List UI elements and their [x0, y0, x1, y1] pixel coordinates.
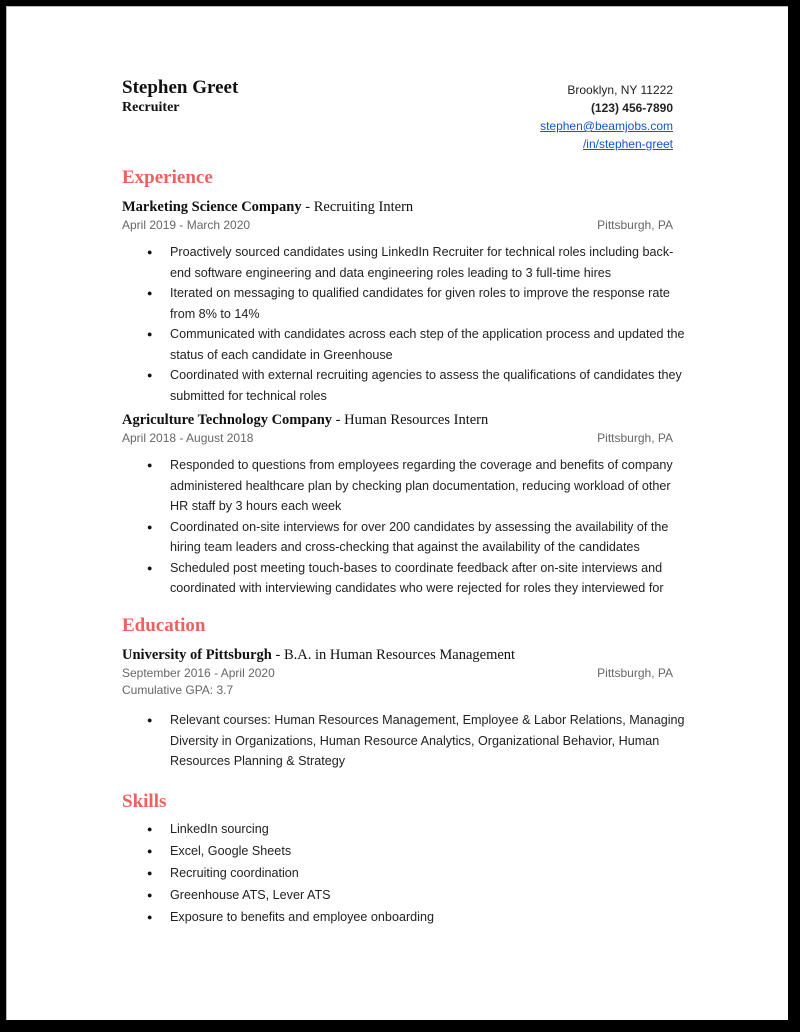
education-gpa: Cumulative GPA: 3.7	[122, 683, 234, 697]
job-title	[122, 198, 673, 217]
bullet-item: ● Coordinated with external recruiting agencies to assess the qualifications of candidates they submitted for technical roles	[122, 365, 690, 406]
experience-job-2	[122, 411, 673, 599]
bullet-item: ● Responded to questions from employees regarding the coverage and benefits of company administered healthcare plan by checking plan documentation, reducing workload of other HR staff by 3 hours each week	[122, 455, 690, 517]
job-meta	[122, 217, 673, 234]
job-bullets	[122, 455, 673, 599]
skill-item: ● Exposure to benefits and employee onboarding	[122, 906, 690, 928]
education-meta	[122, 665, 673, 682]
resume-header	[122, 77, 673, 151]
job-bullets	[122, 242, 685, 406]
job-position: Recruiting Intern	[313, 199, 414, 215]
contact-linkedin-link[interactable]: /in/stephen-greet	[582, 137, 673, 151]
job-separator: -	[332, 412, 345, 428]
job-position: Human Resources Intern	[344, 412, 489, 428]
job-meta	[122, 430, 673, 447]
bullet-item: ● Iterated on messaging to qualified candidates for given roles to improve the response rate from 8% to 14%	[122, 283, 690, 324]
job-company: Marketing Science Company	[122, 199, 302, 215]
job-separator: -	[301, 199, 314, 215]
contact-email-link[interactable]: stephen@beamjobs.com	[540, 119, 673, 133]
skills-list-container	[122, 818, 673, 928]
job-company: Agriculture Technology Company	[122, 412, 333, 428]
education-dates: September 2016 - April 2020	[122, 666, 275, 680]
education-entry	[122, 646, 685, 772]
bullet-item: ● Proactively sourced candidates using LinkedIn Recruiter for technical roles including back-end software engineering and data engineering roles leading to 3 full-time hires	[122, 242, 690, 283]
candidate-role: Recruiter	[122, 100, 180, 115]
resume-page	[6, 6, 788, 1020]
job-dates: April 2019 - March 2020	[122, 218, 251, 232]
contact-phone: (123) 456-7890	[590, 101, 673, 115]
skills-list	[122, 818, 673, 928]
candidate-name: Stephen Greet	[122, 77, 239, 98]
skills-heading: Skills	[122, 791, 167, 812]
experience-job-1	[122, 198, 685, 406]
education-degree: B.A. in Human Resources Management	[283, 647, 516, 663]
job-location: Pittsburgh, PA	[597, 218, 673, 232]
skill-item: ● Greenhouse ATS, Lever ATS	[122, 884, 690, 906]
job-dates: April 2018 - August 2018	[122, 431, 254, 445]
bullet-item: ● Scheduled post meeting touch-bases to coordinate feedback after on-site interviews and coordinated with interviewing candidates who were rejected for roles they interviewed for	[122, 558, 690, 599]
skill-item: ● LinkedIn sourcing	[122, 818, 690, 840]
education-heading: Education	[122, 615, 206, 636]
job-title	[122, 411, 673, 430]
contact-location: Brooklyn, NY 11222	[567, 83, 673, 97]
job-location: Pittsburgh, PA	[597, 431, 673, 445]
education-location: Pittsburgh, PA	[597, 666, 673, 680]
skill-item: ● Excel, Google Sheets	[122, 840, 690, 862]
education-bullets	[122, 710, 685, 772]
education-school: University of Pittsburgh	[122, 647, 272, 663]
education-separator: -	[271, 647, 284, 663]
education-title	[122, 646, 673, 665]
contact-info	[540, 81, 673, 153]
skill-item: ● Recruiting coordination	[122, 862, 690, 884]
bullet-item: ● Relevant courses: Human Resources Management, Employee & Labor Relations, Managing Diversity in Organizations, Human Resource Analytics, Organizational Behavior, Human Resources Planning & Strategy	[122, 710, 690, 772]
experience-heading: Experience	[122, 167, 213, 188]
bullet-item: ● Communicated with candidates across each step of the application process and updated the status of each candidate in Greenhouse	[122, 324, 690, 365]
bullet-item: ● Coordinated on-site interviews for over 200 candidates by assessing the availability of the hiring team leaders and cross-checking that against the availability of the candidates	[122, 517, 690, 558]
